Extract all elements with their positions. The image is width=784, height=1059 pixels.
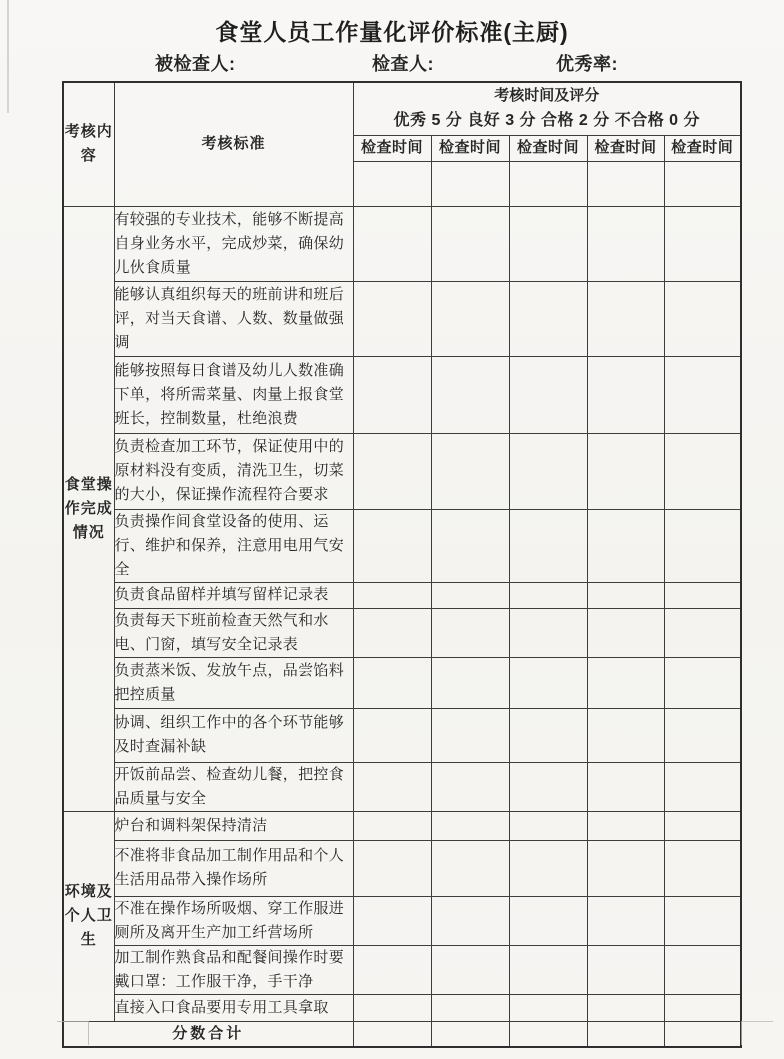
score-cell xyxy=(664,994,741,1021)
criterion-text: 负责每天下班前检查天然气和水电、门窗，填写安全记录表 xyxy=(114,608,353,657)
score-cell xyxy=(431,608,509,657)
section-label-canteen-operation: 食堂操作完成情况 xyxy=(63,206,114,811)
total-row xyxy=(63,1021,741,1047)
score-cell xyxy=(353,994,431,1021)
table-row xyxy=(63,896,741,945)
score-cell xyxy=(431,657,509,708)
photo-edge-artifact xyxy=(7,0,9,113)
score-cell xyxy=(431,994,509,1021)
score-cell xyxy=(664,608,741,657)
score-cell xyxy=(431,896,509,945)
table-row xyxy=(63,994,741,1021)
score-cell xyxy=(353,945,431,994)
criterion-text: 负责食品留样并填写留样记录表 xyxy=(114,582,353,608)
criterion-text: 不准将非食品加工制作用品和个人生活用品带入操作场所 xyxy=(114,840,353,896)
score-cell xyxy=(664,509,741,582)
score-cell xyxy=(587,608,664,657)
score-cell xyxy=(509,762,587,811)
score-header-line2: 优秀 5 分 良好 3 分 合格 2 分 不合格 0 分 xyxy=(393,112,701,130)
score-cell xyxy=(509,708,587,762)
table-row xyxy=(63,840,741,896)
score-cell xyxy=(587,356,664,433)
table-row xyxy=(63,356,741,433)
total-score-cell xyxy=(509,1021,587,1047)
inspector-label: 检查人: xyxy=(372,54,434,74)
score-cell xyxy=(431,945,509,994)
criterion-text: 协调、组织工作中的各个环节能够及时查漏补缺 xyxy=(114,708,353,762)
empty-cell xyxy=(353,161,431,206)
inspected-person-label: 被检查人: xyxy=(155,54,236,74)
header-score-cell xyxy=(353,82,741,135)
score-cell xyxy=(587,708,664,762)
criterion-text: 负责操作间食堂设备的使用、运行、维护和保养，注意用电用气安全 xyxy=(114,509,353,582)
score-cell xyxy=(431,433,509,509)
score-cell xyxy=(509,582,587,608)
score-cell xyxy=(587,206,664,281)
score-cell xyxy=(664,433,741,509)
score-cell xyxy=(353,657,431,708)
criterion-text: 炉台和调料架保持清洁 xyxy=(114,811,353,840)
score-cell xyxy=(509,608,587,657)
empty-cell xyxy=(431,161,509,206)
score-cell xyxy=(431,582,509,608)
score-cell xyxy=(509,945,587,994)
score-cell xyxy=(587,281,664,356)
score-cell xyxy=(431,762,509,811)
criterion-text: 能够认真组织每天的班前讲和班后评，对当天食谱、人数、数量做强调 xyxy=(114,281,353,356)
score-cell xyxy=(431,708,509,762)
score-cell xyxy=(664,896,741,945)
score-cell xyxy=(587,994,664,1021)
excellence-rate-label: 优秀率: xyxy=(556,54,618,74)
score-cell xyxy=(587,840,664,896)
score-cell xyxy=(509,896,587,945)
table-row xyxy=(63,433,741,509)
score-cell xyxy=(431,281,509,356)
score-cell xyxy=(664,356,741,433)
score-cell xyxy=(587,811,664,840)
score-cell xyxy=(431,206,509,281)
table-row xyxy=(63,708,741,762)
header-content-col: 考核内容 xyxy=(63,82,114,206)
score-cell xyxy=(431,840,509,896)
score-cell xyxy=(587,896,664,945)
score-cell xyxy=(509,281,587,356)
score-cell xyxy=(353,811,431,840)
score-cell xyxy=(664,945,741,994)
score-cell xyxy=(353,582,431,608)
score-cell xyxy=(431,811,509,840)
header-standard-col: 考核标准 xyxy=(114,82,353,206)
score-cell xyxy=(509,994,587,1021)
check-time-header: 检查时间 xyxy=(587,135,664,161)
table-row xyxy=(63,582,741,608)
score-cell xyxy=(353,433,431,509)
score-cell xyxy=(664,657,741,708)
score-cell xyxy=(509,509,587,582)
page-margin-mark-right xyxy=(741,1021,773,1045)
empty-cell xyxy=(509,161,587,206)
score-cell xyxy=(587,762,664,811)
score-cell xyxy=(509,206,587,281)
criterion-text: 开饭前品尝、检查幼儿餐，把控食品质量与安全 xyxy=(114,762,353,811)
score-cell xyxy=(587,945,664,994)
score-cell xyxy=(509,840,587,896)
score-cell xyxy=(431,509,509,582)
check-time-header: 检查时间 xyxy=(509,135,587,161)
score-cell xyxy=(587,433,664,509)
score-cell xyxy=(509,811,587,840)
score-cell xyxy=(509,433,587,509)
score-cell xyxy=(587,509,664,582)
criterion-text: 负责蒸米饭、发放午点，品尝馅料把控质量 xyxy=(114,657,353,708)
score-cell xyxy=(353,206,431,281)
score-cell xyxy=(664,811,741,840)
score-header-line1: 考核时间及评分 xyxy=(494,87,600,105)
score-cell xyxy=(664,206,741,281)
check-time-header: 检查时间 xyxy=(664,135,741,161)
score-cell xyxy=(664,762,741,811)
criterion-text: 能够按照每日食谱及幼儿人数准确下单，将所需菜量、肉量上报食堂班长，控制数量，杜绝浪费 xyxy=(114,356,353,433)
criterion-text: 加工制作熟食品和配餐间操作时要戴口罩：工作服干净，手干净 xyxy=(114,945,353,994)
score-cell xyxy=(353,608,431,657)
table-row xyxy=(63,608,741,657)
empty-cell xyxy=(587,161,664,206)
score-cell xyxy=(664,840,741,896)
score-cell xyxy=(509,657,587,708)
check-time-header: 检查时间 xyxy=(353,135,431,161)
score-cell xyxy=(353,356,431,433)
score-cell xyxy=(353,896,431,945)
score-cell xyxy=(664,281,741,356)
score-cell xyxy=(353,281,431,356)
criterion-text: 不准在操作场所吸烟、穿工作服进厕所及离开生产加工纤营场所 xyxy=(114,896,353,945)
score-cell xyxy=(509,356,587,433)
table-row xyxy=(63,281,741,356)
evaluation-table xyxy=(62,81,742,1048)
empty-cell xyxy=(664,161,741,206)
total-score-cell xyxy=(353,1021,431,1047)
table-row xyxy=(63,945,741,994)
criterion-text: 有较强的专业技术，能够不断提高自身业务水平，完成炒菜，确保幼儿伙食质量 xyxy=(114,206,353,281)
score-cell xyxy=(353,509,431,582)
total-score-cell xyxy=(664,1021,741,1047)
section-label-environment-hygiene: 环境及个人卫生 xyxy=(63,811,114,1021)
page-title: 食堂人员工作量化评价标准(主厨) xyxy=(215,19,569,45)
score-cell xyxy=(587,582,664,608)
score-cell xyxy=(587,657,664,708)
page-margin-mark-left xyxy=(57,1021,89,1045)
total-score-cell xyxy=(587,1021,664,1047)
criterion-text: 直接入口食品要用专用工具拿取 xyxy=(114,994,353,1021)
total-score-label: 分数合计 xyxy=(63,1021,353,1047)
table-row xyxy=(63,657,741,708)
score-cell xyxy=(353,762,431,811)
score-cell xyxy=(664,708,741,762)
score-cell xyxy=(353,840,431,896)
score-cell xyxy=(353,708,431,762)
table-row xyxy=(63,762,741,811)
table-row xyxy=(63,509,741,582)
check-time-header: 检查时间 xyxy=(431,135,509,161)
table-row xyxy=(63,206,741,281)
score-cell xyxy=(431,356,509,433)
score-cell xyxy=(664,582,741,608)
criterion-text: 负责检查加工环节，保证使用中的原材料没有变质，清洗卫生，切菜的大小，保证操作流程符合要求 xyxy=(114,433,353,509)
table-row xyxy=(63,811,741,840)
header-row-score-title xyxy=(63,82,741,135)
total-score-cell xyxy=(431,1021,509,1047)
